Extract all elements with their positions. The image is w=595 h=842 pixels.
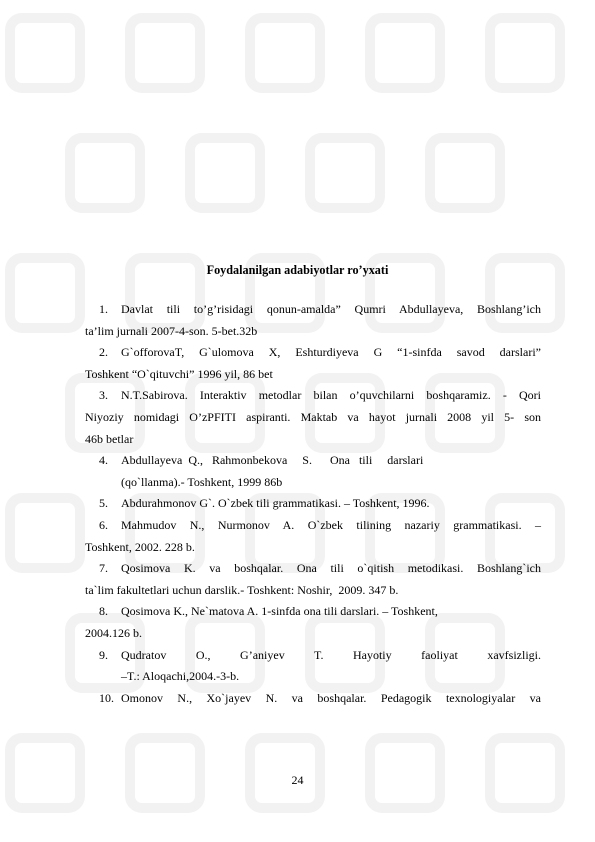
- reference-item: [85, 493, 541, 515]
- reference-number: 9.: [99, 647, 108, 662]
- reference-item: [85, 688, 541, 710]
- reference-item: [85, 450, 541, 493]
- reference-line: G`offorovaT, G`ulomova X, Eshturdiyeva G “1-sinfda savod darslari”: [121, 345, 541, 360]
- reference-line: Omonov N., Xo`jayev N. va boshqalar. Pedagogik texnologiyalar va: [121, 690, 541, 705]
- reference-line: 2004.126 b.: [85, 625, 142, 640]
- reference-line: Davlat tili to’g’risidagi qonun-amalda” Qumri Abdullayeva, Boshlang’ich: [121, 302, 541, 316]
- reference-item: [85, 299, 541, 342]
- reference-item: [85, 342, 541, 385]
- reference-line: N.T.Sabirova. Interaktiv metodlar bilan o’quvchilarni boshqaramiz. - Qori: [121, 388, 541, 403]
- reference-line: Abdullayeva Q., Rahmonbekova S. Ona tili darslari: [121, 453, 424, 468]
- references-heading: Foydalanilgan adabiyotlar ro’yxati: [206, 263, 389, 277]
- reference-number: 6.: [99, 517, 108, 532]
- reference-item: [85, 601, 541, 644]
- reference-line: Mahmudov N., Nurmonov A. O`zbek tilining nazariy grammatikasi. –: [121, 517, 541, 532]
- reference-line: Qosimova K., Ne`matova A. 1-sinfda ona tili darslari. – Toshkent,: [121, 604, 438, 619]
- reference-item: [85, 645, 541, 688]
- reference-number: 7.: [99, 561, 108, 576]
- reference-line: ta’lim jurnali 2007-4-son. 5-bet.32b: [85, 323, 258, 338]
- reference-number: 1.: [99, 302, 108, 316]
- reference-item: [85, 558, 541, 601]
- references-list: [85, 299, 541, 709]
- reference-line: Toshkent “O`qituvchi” 1996 yil, 86 bet: [85, 366, 273, 381]
- reference-item: [85, 515, 541, 558]
- reference-line: 46b betlar: [85, 431, 134, 446]
- reference-line: Qudratov O., G’aniyev T. Hayotiy faoliyat xavfsizligi.: [121, 647, 541, 662]
- reference-number: 2.: [99, 345, 108, 360]
- reference-number: 10.: [99, 690, 114, 705]
- reference-line: Abdurahmonov G`. O`zbek tili grammatikasi. – Toshkent, 1996.: [121, 496, 430, 511]
- reference-line: Toshkent, 2002. 228 b.: [85, 539, 195, 554]
- reference-line: –T.: Aloqachi,2004.-3-b.: [121, 669, 240, 684]
- reference-number: 8.: [99, 604, 108, 619]
- reference-line: Qosimova K. va boshqalar. Ona tili o`qitish metodikasi. Boshlang`ich: [121, 561, 541, 576]
- reference-number: 5.: [99, 496, 108, 511]
- reference-line: (qo`llanma).- Toshkent, 1999 86b: [121, 474, 283, 489]
- reference-item: [85, 385, 541, 450]
- reference-number: 3.: [99, 388, 108, 403]
- reference-number: 4.: [99, 453, 108, 468]
- reference-line: Niyoziy nomidagi O’zPFITI aspiranti. Maktab va hayot jurnali 2008 yil 5- son: [85, 409, 541, 424]
- page-number: 24: [291, 773, 304, 787]
- reference-line: ta`lim fakultetlari uchun darslik.- Toshkent: Noshir, 2009. 347 b.: [85, 582, 399, 597]
